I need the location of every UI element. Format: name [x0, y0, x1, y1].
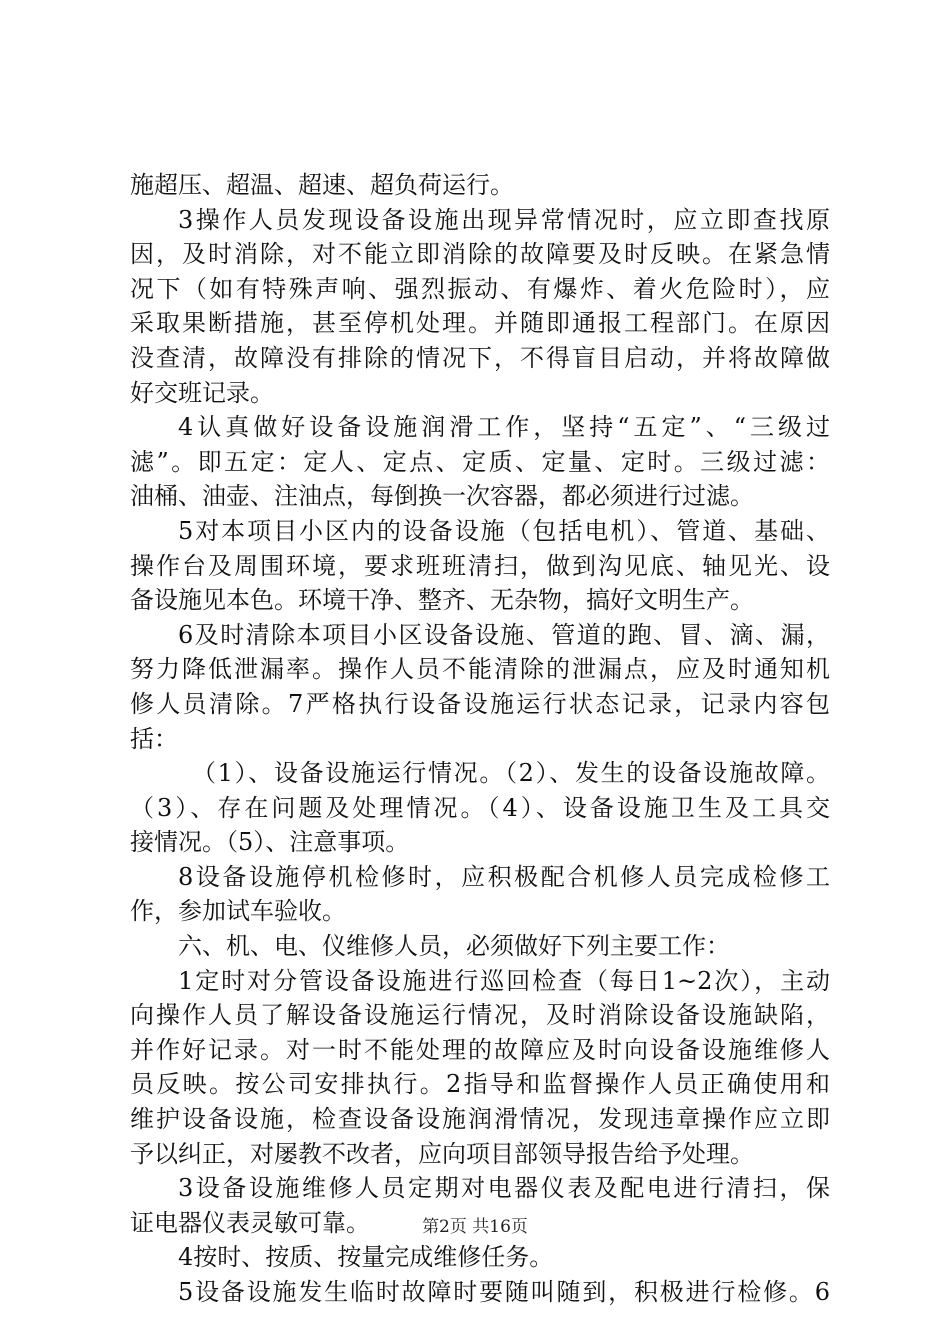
- text-line: 修人员清除。7严格执行设备设施运行状态记录，记录内容包: [130, 689, 830, 718]
- text-line: （3）、存在问题及处理情况。（4）、设备设施卫生及工具交: [130, 793, 830, 822]
- text-line: 油桶、油壶、注油点，每倒换一次容器，都必须进行过滤。: [130, 482, 754, 511]
- text-line: 因，及时消除，对不能立即消除的故障要及时反映。在紧急情: [130, 240, 830, 269]
- text-line: 予以纠正，对屡教不改者，应向项目部领导报告给予处理。: [130, 1139, 754, 1168]
- text-line: 滤”。即五定：定人、定点、定质、定量、定时。三级过滤：: [130, 447, 830, 476]
- page-number-footer: 第2页 共16页: [422, 1217, 528, 1237]
- text-line: 作，参加试车验收。: [130, 897, 346, 926]
- text-line: 括：: [130, 724, 178, 753]
- text-line: 并作好记录。对一时不能处理的故障应及时向设备设施维修人: [130, 1035, 830, 1064]
- text-line: 6及时清除本项目小区设备设施、管道的跑、冒、滴、漏，: [178, 620, 830, 649]
- text-line: 好交班记录。: [130, 378, 274, 407]
- text-line: （1）、设备设施运行情况。（2）、发生的设备设施故障。: [192, 759, 830, 788]
- text-line: 4认真做好设备设施润滑工作，坚持“五定”、“三级过: [178, 413, 830, 442]
- text-line: 员反映。按公司安排执行。2指导和监督操作人员正确使用和: [130, 1070, 830, 1099]
- text-line: 备设施见本色。环境干净、整齐、无杂物，搞好文明生产。: [130, 586, 754, 615]
- text-line: 接情况。（5）、注意事项。: [130, 828, 410, 857]
- text-line: 3设备设施维修人员定期对电器仪表及配电进行清扫，保: [178, 1174, 830, 1203]
- text-line: 1定时对分管设备设施进行巡回检查（每日1~2次），主动: [178, 966, 830, 995]
- text-line: 证电器仪表灵敏可靠。: [130, 1208, 370, 1237]
- text-line: 操作台及周围环境，要求班班清扫，做到沟见底、轴见光、设: [130, 551, 830, 580]
- text-line: 况下（如有特殊声响、强烈振动、有爆炸、着火危险时），应: [130, 274, 830, 303]
- text-line: 六、机、电、仪维修人员，必须做好下列主要工作：: [178, 932, 730, 961]
- text-line: 4按时、按质、按量完成维修任务。: [178, 1243, 554, 1272]
- text-line: 采取果断措施，甚至停机处理。并随即通报工程部门。在原因: [130, 309, 830, 338]
- text-line: 5设备设施发生临时故障时要随叫随到，积极进行检修。6: [178, 1278, 830, 1306]
- text-line: 向操作人员了解设备设施运行情况，及时消除设备设施缺陷，: [130, 1001, 830, 1030]
- text-line: 3操作人员发现设备设施出现异常情况时，应立即查找原: [178, 205, 830, 234]
- text-line: 没查清，故障没有排除的情况下，不得盲目启动，并将故障做: [130, 343, 830, 372]
- text-line: 施超压、超温、超速、超负荷运行。: [130, 171, 514, 199]
- document-body: [130, 168, 830, 1310]
- text-line: 维护设备设施，检查设备设施润滑情况，发现违章操作应立即: [130, 1105, 830, 1134]
- text-line: 5对本项目小区内的设备设施（包括电机）、管道、基础、: [178, 516, 830, 545]
- text-line: 8设备设施停机检修时，应积极配合机修人员完成检修工: [178, 862, 830, 891]
- text-line: 努力降低泄漏率。操作人员不能清除的泄漏点，应及时通知机: [130, 655, 830, 684]
